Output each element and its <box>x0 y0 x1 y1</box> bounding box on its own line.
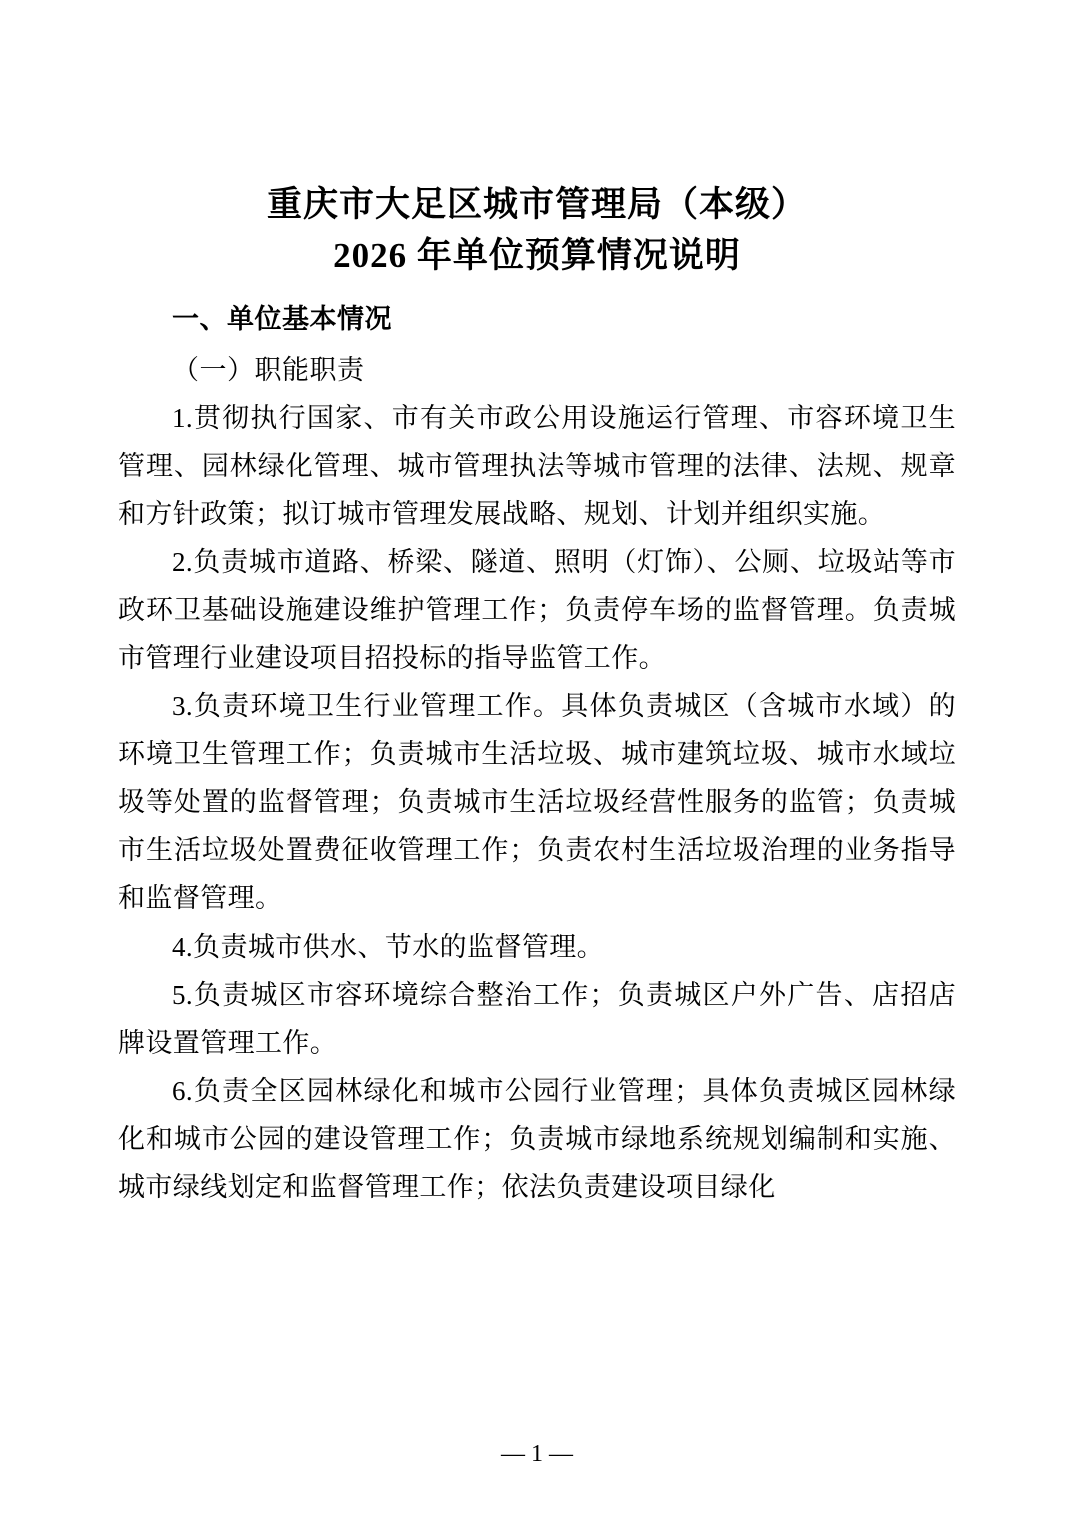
paragraph-4: 4.负责城市供水、节水的监督管理。 <box>172 931 605 962</box>
paragraph-5: 5.负责城区市容环境综合整治工作；负责城区户外广告、店招店牌设置管理工作。 <box>118 979 956 1058</box>
paragraph-2: 2.负责城市道路、桥梁、隧道、照明（灯饰）、公厕、垃圾站等市政环卫基础设施建设维护管理工作；负责停车场的监督管理。负责城市管理行业建设项目招投标的指导监管工作。 <box>118 547 956 674</box>
page-title <box>118 180 956 282</box>
paragraph-3: 3.负责环境卫生行业管理工作。具体负责城区（含城市水域）的环境卫生管理工作；负责城市生活垃圾、城市建筑垃圾、城市水域垃圾等处置的监督管理；负责城市生活垃圾经营性服务的监管；负责城市生活垃圾处置费征收管理工作；负责农村生活垃圾治理的业务指导和监督管理。 <box>118 691 956 914</box>
paragraph-1: 1.贯彻执行国家、市有关市政公用设施运行管理、市容环境卫生管理、园林绿化管理、城市管理执法等城市管理的法律、法规、规章和方针政策；拟订城市管理发展战略、规划、计划并组织实施。 <box>118 403 956 530</box>
section-heading: 一、单位基本情况 <box>172 303 392 334</box>
page-title-line-1: 重庆市大足区城市管理局（本级） <box>266 185 807 224</box>
page-title-line-2: 2026 年单位预算情况说明 <box>333 235 741 275</box>
paragraph-6: 6.负责全区园林绿化和城市公园行业管理；具体负责城区园林绿化和城市公园的建设管理工作；负责城市绿地系统规划编制和实施、城市绿线划定和监督管理工作；依法负责建设项目绿化 <box>118 1075 956 1202</box>
subsection-heading: （一）职能职责 <box>172 354 365 385</box>
page-footer-number: — 1 — <box>501 1441 573 1467</box>
